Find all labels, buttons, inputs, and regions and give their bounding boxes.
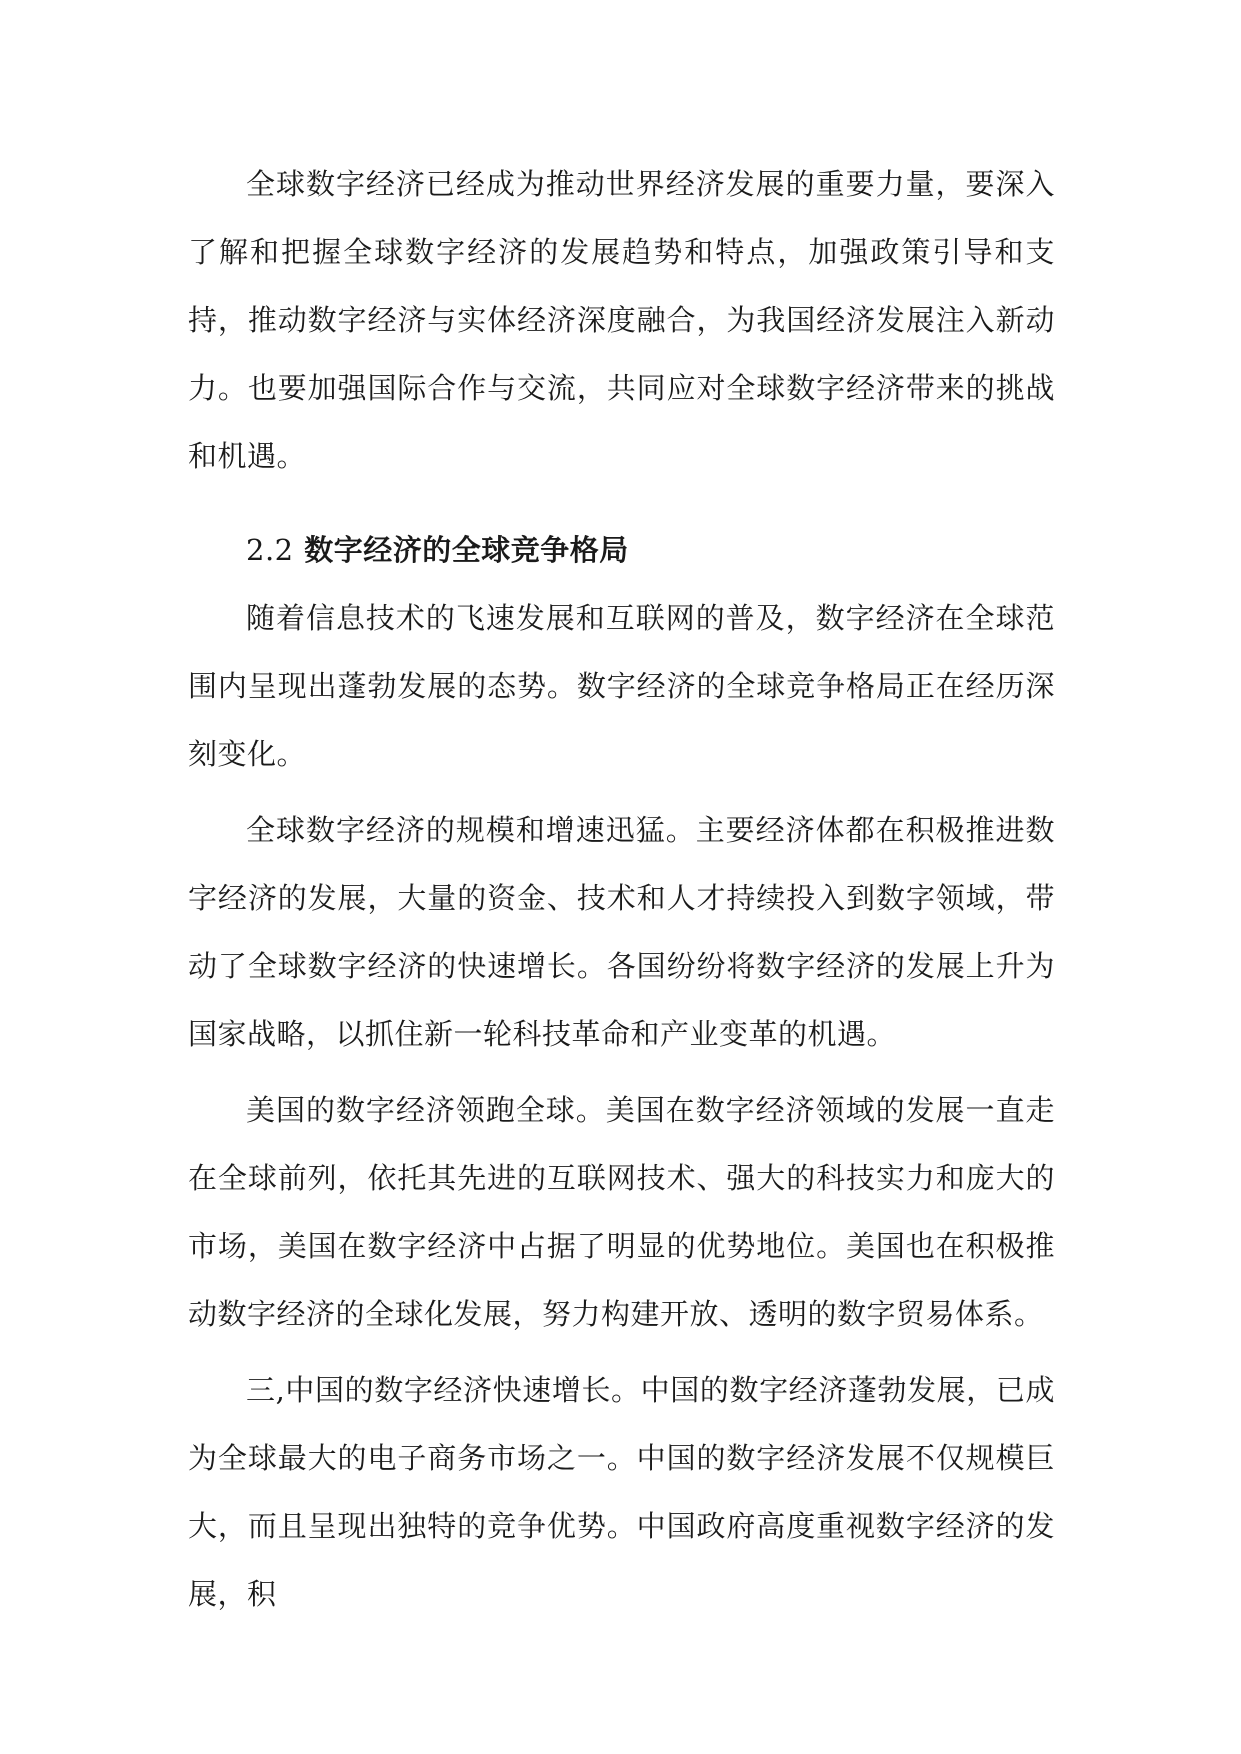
paragraph-1: 随着信息技术的飞速发展和互联网的普及，数字经济在全球范围内呈现出蓬勃发展的态势。数字经济的全球竞争格局正在经历深刻变化。	[188, 601, 1055, 771]
section-heading	[188, 516, 1055, 584]
section-title: 数字经济的全球竞争格局	[304, 533, 629, 567]
document-body	[188, 150, 1055, 1628]
paragraph-intro: 全球数字经济已经成为推动世界经济发展的重要力量，要深入了解和把握全球数字经济的发展趋势和特点，加强政策引导和支持，推动数字经济与实体经济深度融合，为我国经济发展注入新动力。也要加强国际合作与交流，共同应对全球数字经济带来的挑战和机遇。	[188, 167, 1055, 473]
section-number: 2.2	[246, 533, 294, 567]
paragraph-3: 美国的数字经济领跑全球。美国在数字经济领域的发展一直走在全球前列，依托其先进的互联网技术、强大的科技实力和庞大的市场，美国在数字经济中占据了明显的优势地位。美国也在积极推动数字经济的全球化发展，努力构建开放、透明的数字贸易体系。	[188, 1093, 1055, 1331]
paragraph-4: 三,中国的数字经济快速增长。中国的数字经济蓬勃发展，已成为全球最大的电子商务市场之一。中国的数字经济发展不仅规模巨大，而且呈现出独特的竞争优势。中国政府高度重视数字经济的发展，积	[188, 1373, 1055, 1611]
paragraph-2: 全球数字经济的规模和增速迅猛。主要经济体都在积极推进数字经济的发展，大量的资金、技术和人才持续投入到数字领域，带动了全球数字经济的快速增长。各国纷纷将数字经济的发展上升为国家战略，以抓住新一轮科技革命和产业变革的机遇。	[188, 813, 1055, 1051]
